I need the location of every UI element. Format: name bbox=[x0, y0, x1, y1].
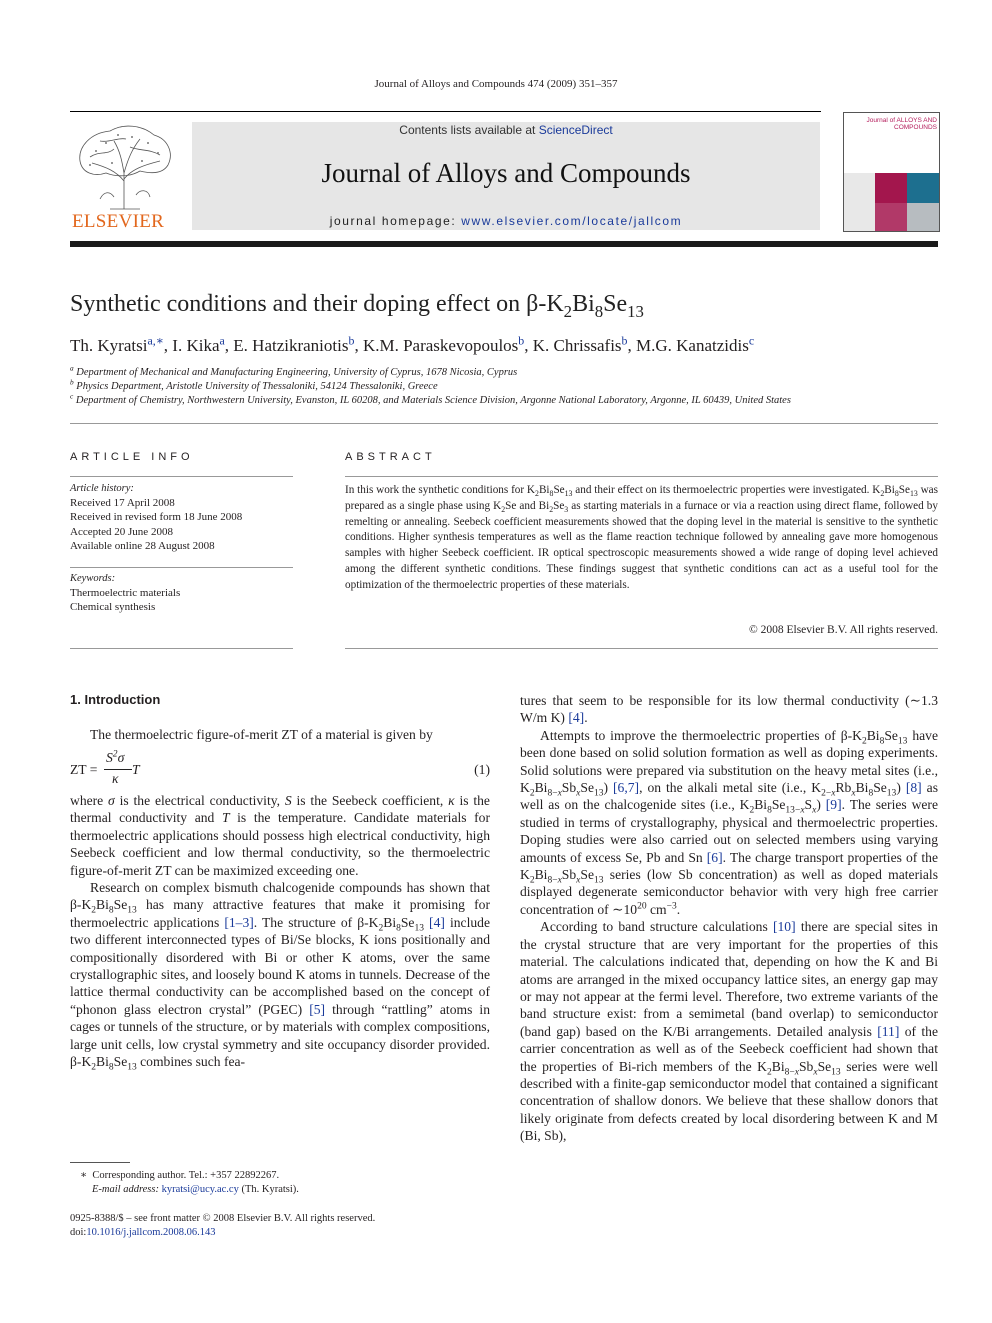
corresponding-text: Corresponding author. Tel.: +357 22892267. bbox=[92, 1170, 280, 1181]
affiliation-text: Physics Department, Aristotle University of Thessaloniki, 54124 Thessaloniki, Greece bbox=[76, 381, 438, 392]
author-name: K.M. Paraskevopoulos bbox=[362, 336, 519, 355]
title-part: Bi bbox=[572, 291, 595, 317]
journal-reference: Journal of Alloys and Compounds 474 (2009) 351–357 bbox=[374, 78, 618, 90]
keyword: Thermoelectric materials bbox=[70, 587, 181, 600]
journal-cover-thumbnail bbox=[843, 112, 940, 232]
journal-title: Journal of Alloys and Compounds bbox=[321, 158, 691, 188]
history-online: Available online 28 August 2008 bbox=[70, 539, 215, 552]
affiliation-text: Department of Mechanical and Manufacturing Engineering, University of Cyprus, 1678 Nicosia, Cyprus bbox=[76, 367, 518, 378]
affiliation-a bbox=[70, 363, 518, 378]
abstract-text: In this work the synthetic conditions for $K_2Bi_8Se_{13}$ and their effect on its thermoelectric properties were investigated. $K_2Bi_8Se_{13}$ was prepared as a single phase using $K_2Se$ and $Bi_2Se_3$ as starting materials in a furnace or via a reaction using direct flame, followed by remelting or annealing. Seebeck coefficient measurements showed that the doping level in the material is sensitive to the synthetic conditions. Higher synthesis temperatures as well as the flame reaction technique followed by annealing gave more homogenous samples with higher Seebeck coefficient. IR optical spectroscopic measurements showed a wide range of doping level achieved among the different synthetic conditions. These findings suggest that synthetic conditions can act as a useful tool for the optimization of the thermoelectric properties of these materials. bbox=[345, 484, 938, 591]
body-left-text: where σ is the electrical conductivity, S is the Seebeck coefficient, κ is the thermal conductivity and T is the temperature. Candidate materials for thermoelectric applications should possess high electrical conductivity, high Seebeck coefficient and low thermal conductivity, so the thermoelectric figure-of-merit ZT can be maximized exceeding one. Research on complex bismuth chalcogenide compounds has shown that $\beta-K_2Bi_8Se_{13}$ has many attractive features that make it promising for thermoelectric applications [1–3]. The structure of $\beta-K_2Bi_8Se_{13}$ [4] include two different interconnected types of Bi/Se blocks, K ions positionally and compositionally disordered with Bi or other K atoms, over the same crystallographic sites, and loosely bound K atoms in tunnels. Decrease of the lattice thermal conductivity can be accomplished based on the concept of “phonon glass electron crystal” (PGEC) [5] through “rattling” atoms in cages or tunnels of the structure, or by materials with complex compositions, large unit cells, low crystal symmetry and site occupancy disorder provided. $\beta-K_2Bi_8Se_{13}$ combines such fea- bbox=[70, 793, 491, 1073]
affiliation-mark: c bbox=[70, 391, 74, 401]
keywords-label: Keywords: bbox=[70, 573, 116, 584]
email-label: E-mail address: bbox=[92, 1184, 162, 1195]
affiliation-b bbox=[70, 377, 438, 392]
journal-homepage bbox=[192, 214, 820, 228]
affiliation-text: Department of Chemistry, Northwestern University, Evanston, IL 60208, and Materials Science Division, Argonne National Laboratory, Argonne, IL 60439, United States bbox=[75, 395, 791, 406]
homepage-link[interactable]: www.elsevier.com/locate/jallcom bbox=[461, 214, 683, 228]
author-affiliation-mark[interactable]: a,∗ bbox=[147, 333, 164, 348]
doi-label: doi: bbox=[70, 1227, 87, 1238]
abstract-heading: ABSTRACT bbox=[345, 451, 436, 463]
author-list: Th. Kyratsi$^{a,∗}$, I. Kika$^a$, E. Hatzikraniotis$^b$, K.M. Paraskevopoulos$^b$, K. Chrissafis$^b$, M.G. Kanatzidis$^c$ bbox=[70, 333, 755, 355]
article-history bbox=[70, 482, 293, 553]
author-affiliation-mark[interactable]: b bbox=[621, 333, 628, 348]
corresponding-author-note: ∗ Corresponding author. Tel.: +357 22892267. bbox=[80, 1170, 280, 1181]
elsevier-tree-icon bbox=[70, 121, 178, 213]
author-name: Th. Kyratsi bbox=[70, 336, 148, 355]
info-rule bbox=[70, 567, 293, 568]
affiliation-mark: b bbox=[70, 377, 74, 387]
email-suffix: (Th. Kyratsi). bbox=[238, 1184, 299, 1195]
cover-block-magenta bbox=[875, 173, 907, 203]
equation-number: (1) bbox=[474, 762, 490, 777]
article-info-heading: ARTICLE INFO bbox=[70, 451, 194, 463]
copyright-notice: © 2008 Elsevier B.V. All rights reserved. bbox=[749, 624, 938, 636]
author-affiliation-mark[interactable]: a bbox=[219, 333, 225, 348]
author-name: M.G. Kanatzidis bbox=[635, 336, 749, 355]
journal-banner bbox=[192, 122, 820, 230]
cover-title: Journal of ALLOYS AND COMPOUNDS bbox=[866, 117, 937, 131]
elsevier-logo bbox=[70, 121, 178, 233]
header-bar bbox=[70, 241, 938, 247]
issn-line: 0925-8388/$ – see front matter © 2008 Elsevier B.V. All rights reserved. bbox=[70, 1213, 376, 1224]
contents-prefix: Contents lists available at bbox=[399, 123, 539, 137]
cover-block-grey-right bbox=[907, 203, 939, 231]
sciencedirect-link[interactable]: ScienceDirect bbox=[538, 123, 613, 137]
author-name: E. Hatzikraniotis bbox=[233, 336, 349, 355]
doi-link[interactable]: 10.1016/j.jallcom.2008.06.143 bbox=[86, 1227, 216, 1238]
keywords bbox=[70, 572, 293, 615]
footnote-rule bbox=[70, 1162, 130, 1163]
info-rule bbox=[70, 648, 293, 649]
history-accepted: Accepted 20 June 2008 bbox=[70, 525, 173, 538]
author-name: K. Chrissafis bbox=[532, 336, 622, 355]
history-revised: Received in revised form 18 June 2008 bbox=[70, 511, 243, 524]
equation-1: ZT = $S^2\sigma$ κ T (1) bbox=[70, 749, 490, 786]
email-link[interactable]: kyratsi@ucy.ac.cy bbox=[161, 1184, 239, 1195]
cover-block-teal bbox=[907, 173, 939, 203]
affiliation-c bbox=[70, 391, 791, 406]
title-sub: 13 bbox=[627, 301, 644, 321]
homepage-label: journal homepage: bbox=[329, 214, 462, 228]
keyword: Chemical synthesis bbox=[70, 601, 156, 614]
section-heading: 1. Introduction bbox=[70, 692, 161, 707]
doi-line bbox=[70, 1227, 216, 1238]
contents-availability bbox=[192, 123, 820, 137]
title-part: Se bbox=[603, 291, 628, 317]
intro-sentence: The thermoelectric figure-of-merit ZT of a material is given by bbox=[90, 727, 433, 742]
info-rule bbox=[70, 476, 293, 477]
email-note bbox=[92, 1184, 299, 1195]
author-affiliation-mark[interactable]: b bbox=[348, 333, 355, 348]
affiliation-mark: a bbox=[70, 363, 74, 373]
abstract-rule bbox=[345, 648, 938, 649]
author-affiliation-mark[interactable]: b bbox=[518, 333, 525, 348]
section-divider bbox=[70, 423, 938, 424]
history-received: Received 17 April 2008 bbox=[70, 497, 175, 510]
article-title bbox=[70, 291, 644, 321]
author-name: I. Kika bbox=[172, 336, 220, 355]
history-label: Article history: bbox=[70, 483, 134, 494]
title-part: Synthetic conditions and their doping effect on β-K bbox=[70, 291, 564, 317]
abstract-rule bbox=[345, 476, 938, 477]
title-sub: 2 bbox=[563, 301, 573, 321]
cover-stripe bbox=[844, 173, 875, 231]
body-right-text: tures that seem to be responsible for its low thermal conductivity (∼1.3 W/m K) [4]. Attempts to improve the thermoelectric properties of $\beta-K_2Bi_8Se_{13}$ have been done based on solid solution formation as well as doping experiments. Solid solutions were prepared via substitution on the heavy metal sites (i.e., $K_2Bi_{8-x}Sb_xSe_{13}$) [6,7], on the alkali metal site (i.e., $K_{2-x}Rb_xBi_8Se_{13}$) [8] as well as on the chalcogenide sites (i.e., $K_2Bi_8Se_{13-x}S_x$) [9]. The series were studied in terms of crystallography, physical and thermoelectric properties. Doping studies were also carried out on selected members using varying amounts of excess Se, Pb and Sn [6]. The charge transport properties of the $K_2Bi_{8-x}Sb_xSe_{13}$ series (low Sb concentration) as well as doped materials displayed degenerate semiconductor behavior with very high free carrier concentration of $\sim 10^{20}$ $cm^{-3}$. According to band structure calculations [10] there are special sites in the crystal structure that are very important for the properties of this material. The calculations indicated that, depending on how the K and Bi atoms are arranged in the mixed occupancy lattice sites, an energy gap may or may not appear at the fermi level. Therefore, two extreme variants of the band structure exist: from a semimetal (band overlap) to semiconductor (band gap) based on the K/Bi arrangements. Detailed analysis [11] of the carrier concentration as well as of the Seebeck coefficient had shown that the properties of Bi-rich members of the $K_2Bi_{8-x}Sb_xSe_{13}$ series were well described with a finite-gap semiconductor model that contained a significant concentration of shallow donors. We believe that these shallow donors that likely originate from defects created by local disordering between K and M (Bi, Sb), bbox=[520, 693, 938, 1144]
header-rule bbox=[70, 111, 821, 112]
publisher-wordmark: ELSEVIER bbox=[72, 211, 165, 232]
author-affiliation-mark[interactable]: c bbox=[748, 333, 755, 348]
cover-block-grey-left bbox=[875, 203, 907, 231]
title-sub: 8 bbox=[594, 301, 604, 321]
